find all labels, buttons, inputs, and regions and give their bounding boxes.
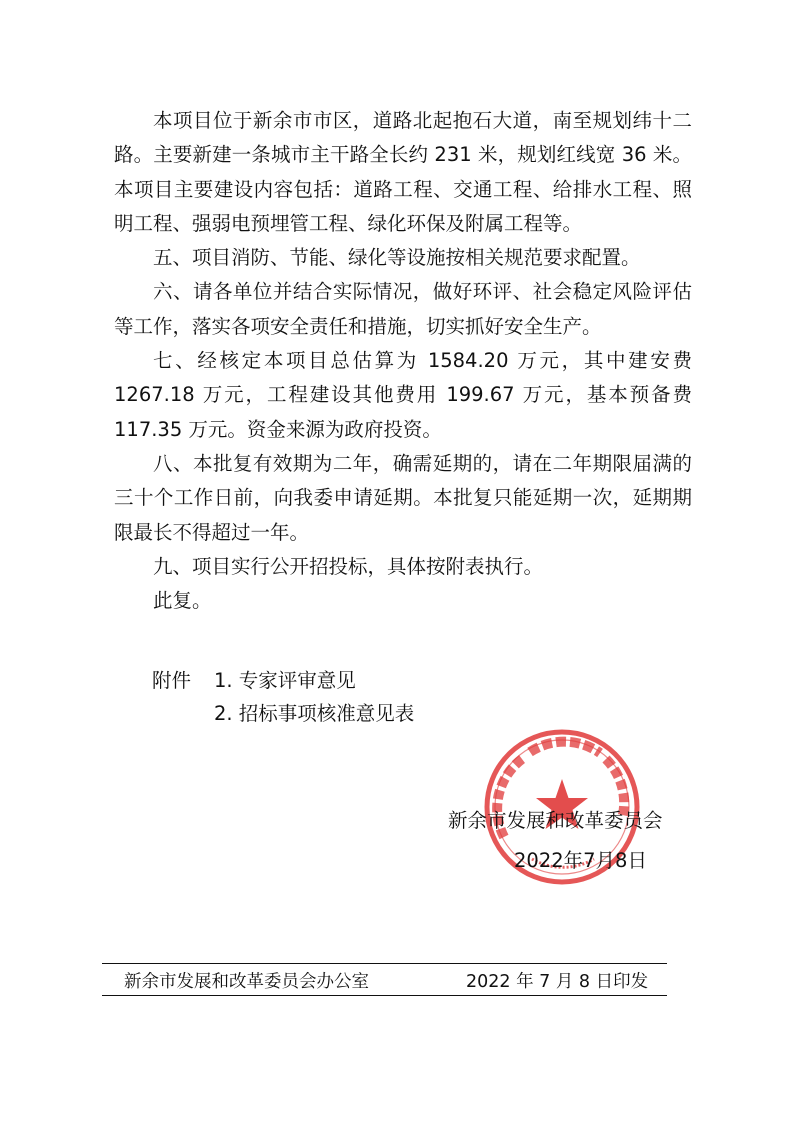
paragraph-project-location: 本项目位于新余市市区，道路北起抱石大道，南至规划纬十二路。主要新建一条城市主干路全长约 231 米，规划红线宽 36 米。本项目主要建设内容包括：道路工程、交通工程、给排水工程、照明工程、强弱电预埋管工程、绿化环保及附属工程等。 (114, 109, 692, 235)
footer-issuing-office: 新余市发展和改革委员会办公室 (124, 972, 369, 992)
attachment-item: 1. 专家评审意见 (214, 669, 356, 692)
paragraph-item-5: 五、项目消防、节能、绿化等设施按相关规范要求配置。 (153, 246, 641, 270)
attachment-row (152, 697, 414, 730)
paragraph-item-6: 六、请各单位并结合实际情况，做好环评、社会稳定风险评估等工作，落实各项安全责任和措施，切实抓好安全生产。 (114, 280, 692, 338)
attachments (152, 664, 414, 730)
attachment-row (152, 664, 414, 697)
signing-organization: 新余市发展和改革委员会 (448, 809, 663, 832)
paragraph-closing: 此复。 (153, 589, 212, 613)
paragraph-item-7: 七、经核定本项目总估算为 1584.20 万元，其中建安费 1267.18 万元，工程建设其他费用 199.67 万元，基本预备费 117.35 万元。资金来源为政府投资。 (114, 349, 692, 441)
footer-top-rule (102, 963, 667, 964)
paragraph-item-8: 八、本批复有效期为二年，确需延期的，请在二年期限届满的三十个工作日前，向我委申请延期。本批复只能延期一次，延期期限最长不得超过一年。 (114, 451, 692, 544)
paragraph-item-9: 九、项目实行公开招投标，具体按附表执行。 (153, 554, 544, 578)
footer-bottom-rule (102, 995, 667, 996)
signing-date: 2022年7月8日 (514, 849, 647, 872)
footer-issue-date: 2022 年 7 月 8 日印发 (466, 972, 649, 992)
attachment-item: 2. 招标事项核准意见表 (214, 702, 415, 725)
document-body (114, 104, 692, 618)
attachments-label: 附件 (152, 669, 192, 692)
